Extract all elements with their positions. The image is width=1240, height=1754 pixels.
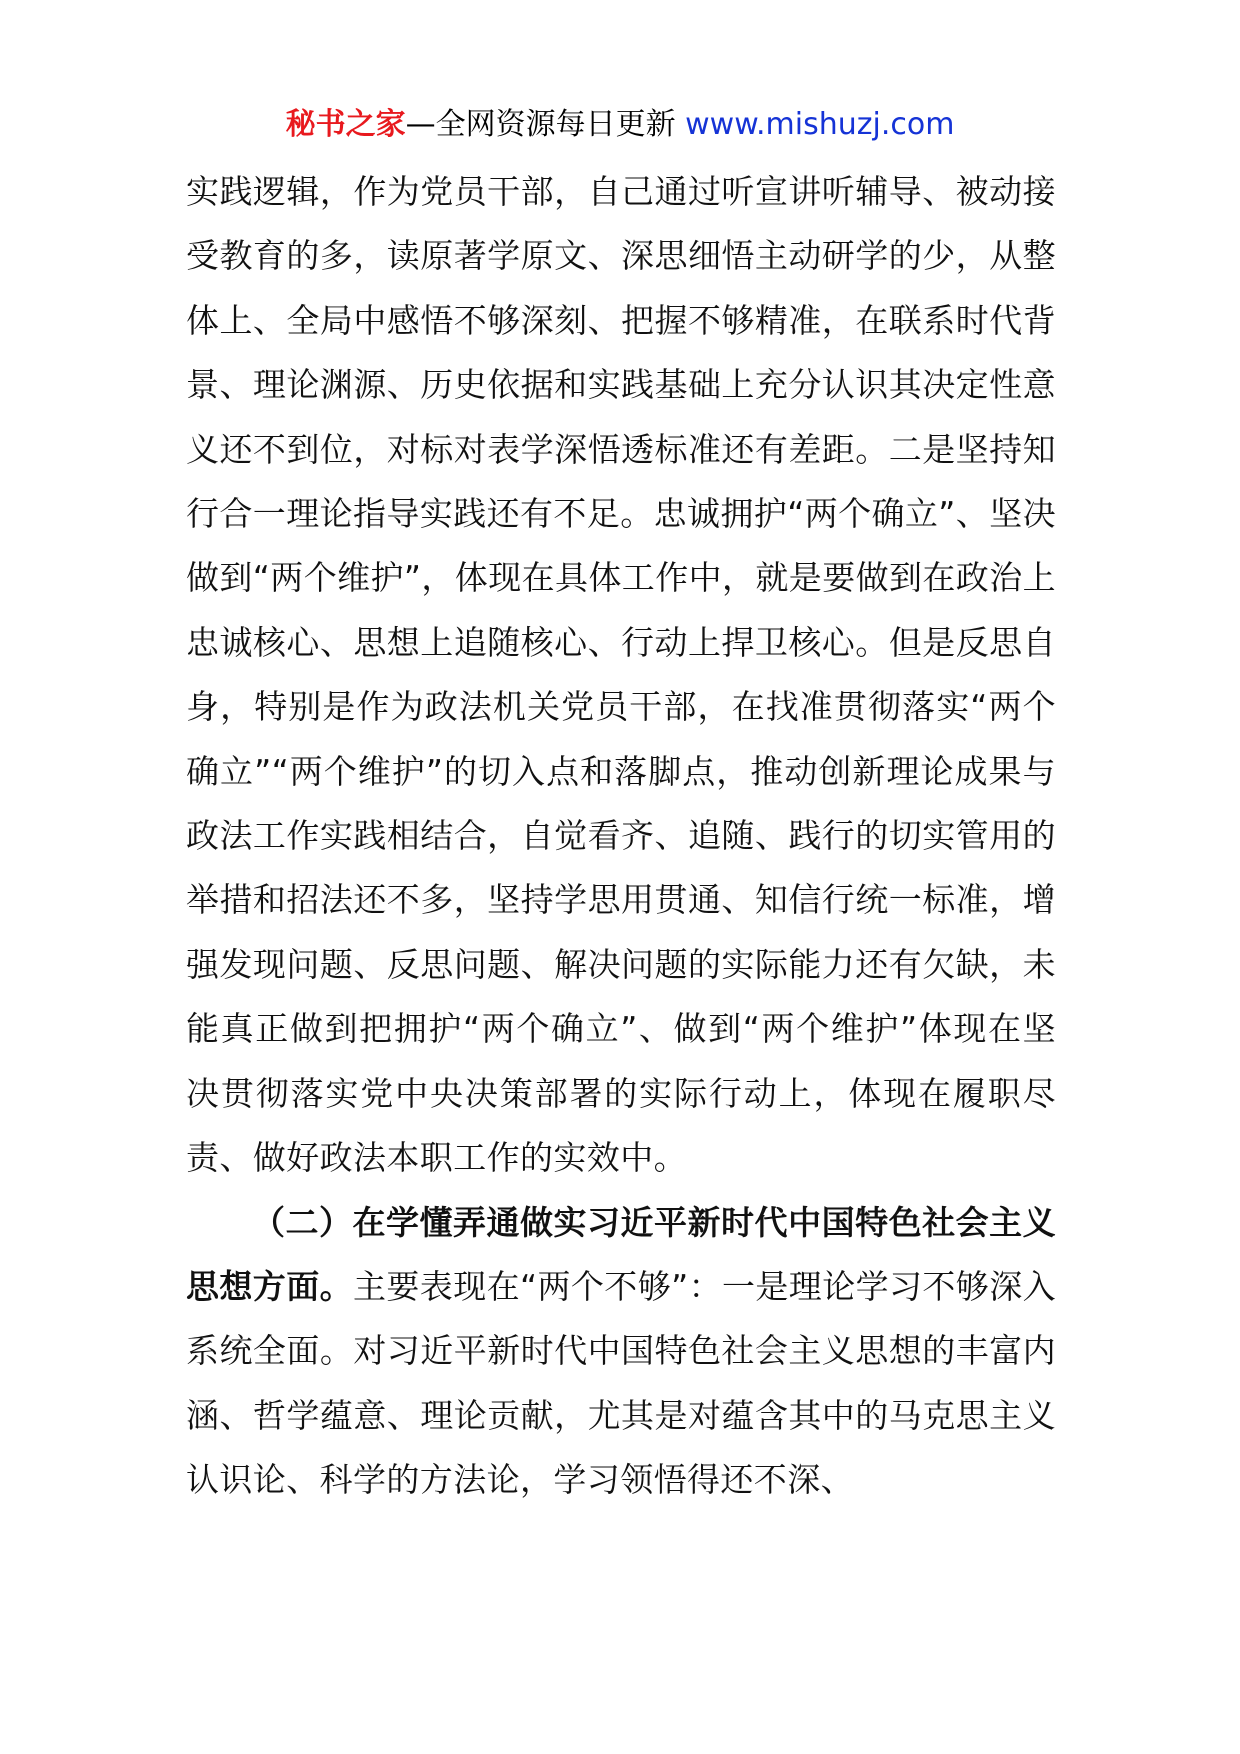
paragraph-2 — [186, 1191, 1056, 1513]
site-brand: 秘书之家 — [285, 107, 406, 142]
site-tagline: —全网资源每日更新 — [405, 107, 676, 142]
paragraph-1: 实践逻辑，作为党员干部，自己通过听宣讲听辅导、被动接受教育的多，读原著学原文、深思细悟主动研学的少，从整体上、全局中感悟不够深刻、把握不够精准，在联系时代背景、理论渊源、历史依据和实践基础上充分认识其决定性意义还不到位，对标对表学深悟透标准还有差距。二是坚持知行合一理论指导实践还有不足。忠诚拥护“两个确立”、坚决做到“两个维护”，体现在具体工作中，就是要做到在政治上忠诚核心、思想上追随核心、行动上捍卫核心。但是反思自身，特别是作为政法机关党员干部，在找准贯彻落实“两个确立”“两个维护”的切入点和落脚点，推动创新理论成果与政法工作实践相结合，自觉看齐、追随、践行的切实管用的举措和招法还不多，坚持学思用贯通、知信行统一标准，增强发现问题、反思问题、解决问题的实际能力还有欠缺，未能真正做到把拥护“两个确立”、做到“两个维护”体现在坚决贯彻落实党中央决策部署的实际行动上，体现在履职尽责、做好政法本职工作的实效中。 — [186, 172, 1056, 1178]
site-header — [0, 100, 1240, 150]
section-heading: （二）在学懂弄通做实习近平新时代中国特色社会主义思想方面。 — [186, 1202, 1056, 1306]
site-url[interactable]: www.mishuzj.com — [685, 107, 955, 142]
paragraph-2-text: 主要表现在“两个不够”：一是理论学习不够深入系统全面。对习近平新时代中国特色社会主义思想的丰富内涵、哲学蕴意、理论贡献，尤其是对蕴含其中的马克思主义认识论、科学的方法论，学习领悟得还不深、 — [186, 1266, 1056, 1500]
document-body — [186, 160, 1056, 1513]
